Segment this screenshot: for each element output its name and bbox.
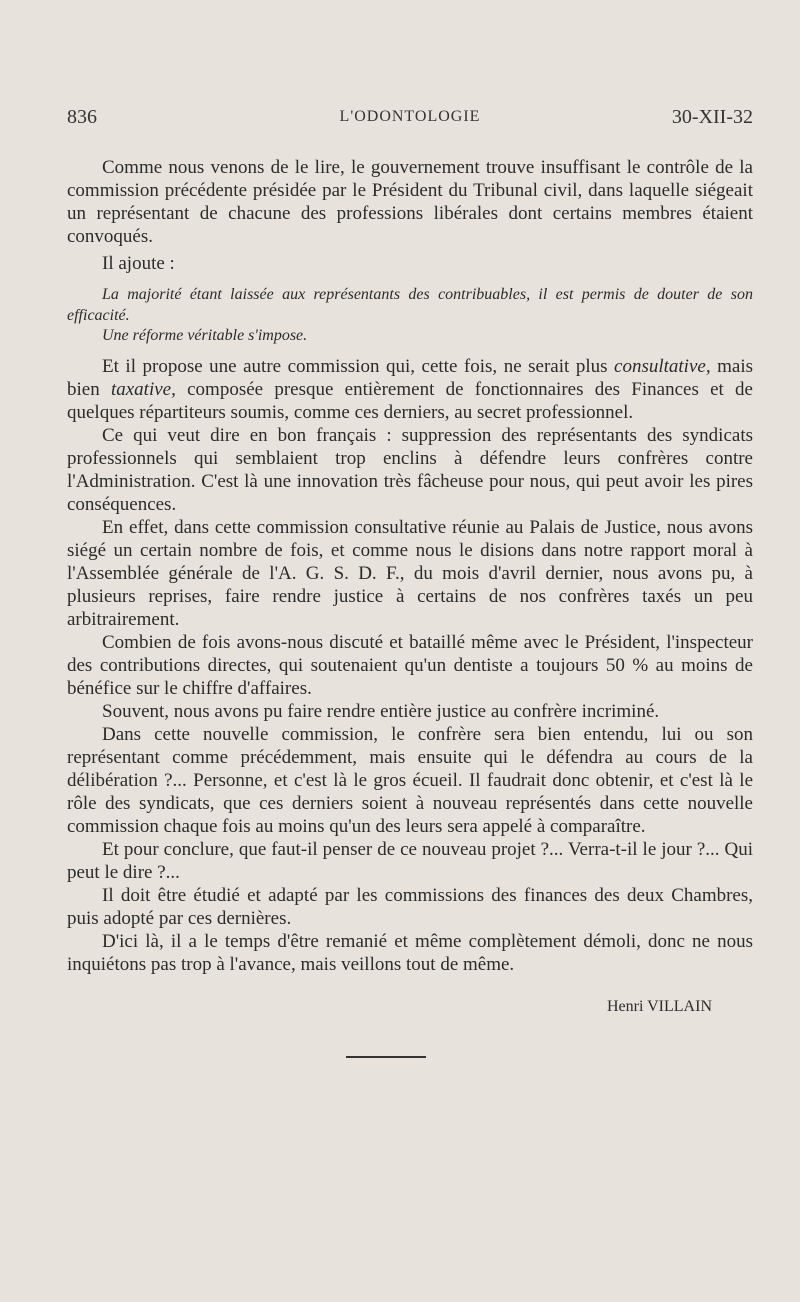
running-header xyxy=(67,106,753,136)
author-signature: Henri VILLAIN xyxy=(606,997,712,1015)
paragraph-1: Comme nous venons de le lire, le gouvernement trouve insuffisant le contrôle de la commission précédente présidée par le Président du Tribunal civil, dans laquelle siégeait un représentant de chacune des professions libérales dont certains membres étaient convoqués. xyxy=(67,157,753,247)
article-body xyxy=(67,156,753,1058)
paragraph-2: Il ajoute : xyxy=(102,253,175,274)
paragraph-3-emphasis-1: consultative, xyxy=(614,355,711,377)
block-quote xyxy=(67,285,753,347)
journal-title: L'ODONTOLOGIE xyxy=(339,108,481,125)
paragraph-11: D'ici là, il a le temps d'être remanié et même complètement démoli, donc ne nous inquiétons pas trop à l'avance, mais veillons tout de même. xyxy=(67,930,753,975)
quote-line-1: La majorité étant laissée aux représentants des contribuables, il est permis de douter de son efficacité. xyxy=(67,286,753,324)
page-number: 836 xyxy=(67,106,97,128)
paragraph-10: Il doit être étudié et adapté par les commissions des finances des deux Chambres, puis adopté par ces dernières. xyxy=(67,884,753,929)
paragraph-3-text-c: composée presque entièrement de fonctionnaires des Finances et de quelques répartiteurs soumis, comme ces derniers, au secret professionnel. xyxy=(67,378,753,423)
paragraph-9: Et pour conclure, que faut-il penser de ce nouveau projet ?... Verra-t-il le jour ?... Qui peut le dire ?... xyxy=(67,838,753,883)
paragraph-3-text-a: Et il propose une autre commission qui, cette fois, ne serait plus xyxy=(102,355,615,377)
paragraph-7: Souvent, nous avons pu faire rendre entière justice au confrère incriminé. xyxy=(102,700,660,722)
quote-line-2: Une réforme véritable s'impose. xyxy=(102,327,308,344)
paragraph-3 xyxy=(67,355,753,424)
paragraph-8: Dans cette nouvelle commission, le confrère sera bien entendu, lui ou son représentant comme précédemment, mais ensuite qui le défendra au cours de la délibération ?... Personne, et c'est là le gros écueil. Il faudrait donc obtenir, et c'est là le rôle des syndicats, que ces derniers soient à nouveau représentés dans cette nouvelle commission chaque fois au moins qu'un des leurs sera appelé à comparaître. xyxy=(67,723,753,837)
paragraph-5: En effet, dans cette commission consultative réunie au Palais de Justice, nous avons siégé un certain nombre de fois, et comme nous le disions dans notre rapport moral à l'Assemblée générale de l'A. G. S. D. F., du mois d'avril dernier, nous avons pu, à plusieurs reprises, faire rendre justice à certains de nos confrères taxés un peu arbitrairement. xyxy=(67,516,753,630)
paragraph-3-emphasis-2: taxative, xyxy=(110,378,176,400)
paragraph-3-text-b: mais bien xyxy=(67,355,753,400)
paragraph-4: Ce qui veut dire en bon français : suppression des représentants des syndicats professionnels qui semblaient trop enclins à défendre leurs confrères contre l'Administration. C'est là une innovation très fâcheuse pour nous, qui peut avoir les pires conséquences. xyxy=(67,424,753,515)
issue-date: 30-XII-32 xyxy=(671,106,753,128)
paragraph-6: Combien de fois avons-nous discuté et bataillé même avec le Président, l'inspecteur des contributions directes, qui soutenaient qu'un dentiste a toujours 50 % au moins de bénéfice sur le chiffre d'affaires. xyxy=(67,631,753,699)
closing-rule xyxy=(346,1056,426,1058)
